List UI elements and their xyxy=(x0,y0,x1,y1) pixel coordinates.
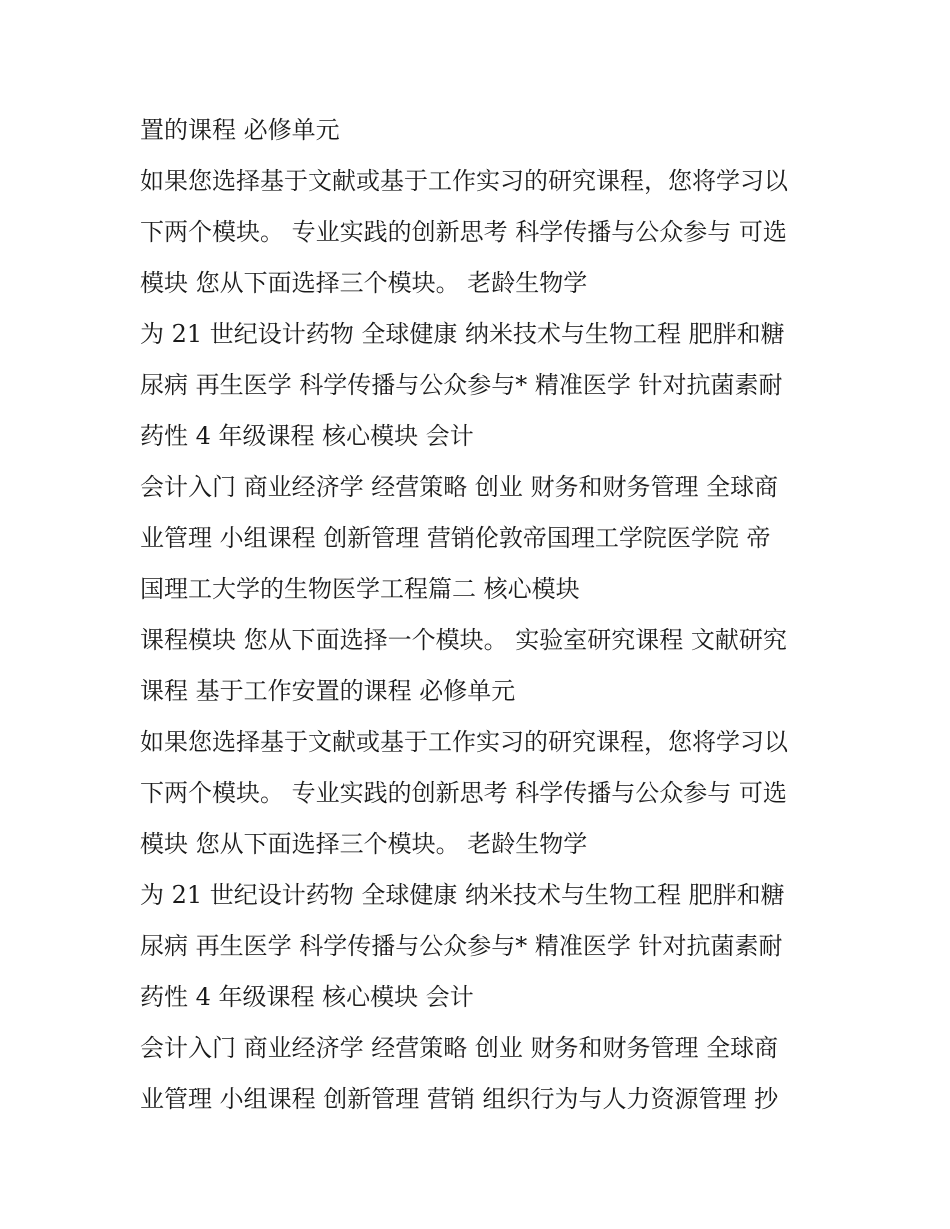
text-line: 为 21 世纪设计药物 全球健康 纳米技术与生物工程 肥胖和糖 xyxy=(140,320,785,348)
text-line: 下两个模块。 专业实践的创新思考 科学传播与公众参与 可选 xyxy=(140,779,787,807)
text-line: 尿病 再生医学 科学传播与公众参与* 精准医学 针对抗菌素耐 xyxy=(140,371,783,399)
text-line: 国理工大学的生物医学工程篇二 核心模块 xyxy=(140,575,580,603)
text-line: 模块 您从下面选择三个模块。 老龄生物学 xyxy=(140,269,588,297)
text-line: 如果您选择基于文献或基于工作实习的研究课程，您将学习以 xyxy=(140,728,788,756)
text-line: 课程 基于工作安置的课程 必修单元 xyxy=(140,677,516,705)
text-line: 为 21 世纪设计药物 全球健康 纳米技术与生物工程 肥胖和糖 xyxy=(140,881,785,909)
text-line: 药性 4 年级课程 核心模块 会计 xyxy=(140,983,474,1011)
text-line: 业管理 小组课程 创新管理 营销伦敦帝国理工学院医学院 帝 xyxy=(140,524,771,552)
text-line: 业管理 小组课程 创新管理 营销 组织行为与人力资源管理 抄 xyxy=(140,1085,779,1113)
document-body xyxy=(140,110,830,1130)
text-line: 置的课程 必修单元 xyxy=(140,116,340,144)
text-line: 会计入门 商业经济学 经营策略 创业 财务和财务管理 全球商 xyxy=(140,1034,779,1062)
text-line: 尿病 再生医学 科学传播与公众参与* 精准医学 针对抗菌素耐 xyxy=(140,932,783,960)
text-line: 药性 4 年级课程 核心模块 会计 xyxy=(140,422,474,450)
text-line: 课程模块 您从下面选择一个模块。 实验室研究课程 文献研究 xyxy=(140,626,787,654)
text-line: 会计入门 商业经济学 经营策略 创业 财务和财务管理 全球商 xyxy=(140,473,779,501)
text-line: 模块 您从下面选择三个模块。 老龄生物学 xyxy=(140,830,588,858)
text-line: 如果您选择基于文献或基于工作实习的研究课程，您将学习以 xyxy=(140,167,788,195)
text-line: 下两个模块。 专业实践的创新思考 科学传播与公众参与 可选 xyxy=(140,218,787,246)
